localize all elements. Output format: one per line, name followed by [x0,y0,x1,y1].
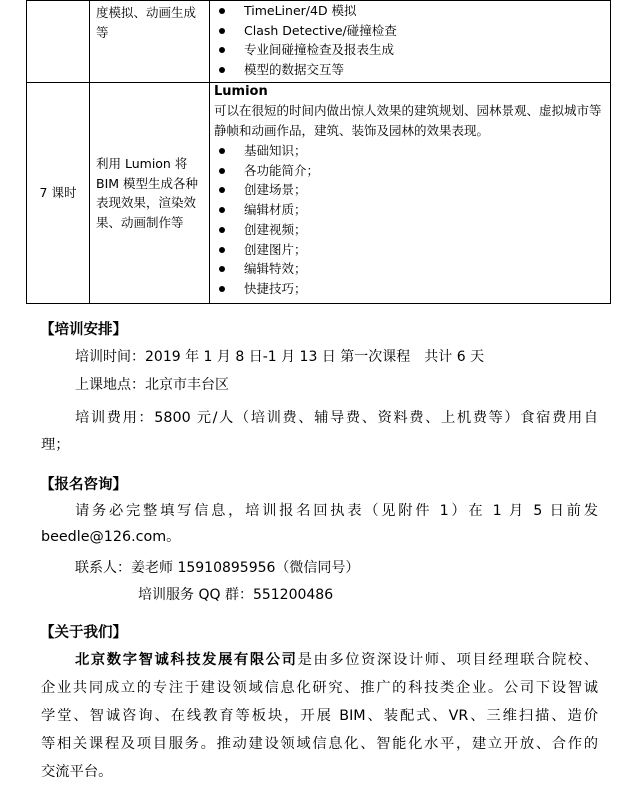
list-item: 编辑特效； [214,259,610,279]
hours-cell [27,1,90,83]
list-item: 创建视频； [214,220,610,240]
contact-person: 联系人：姜老师 15910895956（微信同号） [75,560,360,576]
list-item: 基础知识； [214,141,610,161]
bullet-list [214,1,610,80]
description-cell [90,83,210,304]
course-table [26,0,611,304]
consult-email: beedle@126.com。 [41,529,181,545]
list-item: TimeLiner/4D 模拟 [214,1,610,21]
hours-cell [27,83,90,304]
tool-name: Lumion [214,84,268,99]
list-item: 专业间碰撞检查及报表生成 [214,40,610,60]
list-item: 编辑材质； [214,200,610,220]
bullet-list [214,141,610,299]
list-item: 创建场景； [214,180,610,200]
about-line: 学堂、智诚咨询、在线教育等板块，开展 BIM、装配式、VR、三维扫描、造价 [41,708,598,724]
qq-group: 培训服务 QQ 群：551200486 [138,587,334,603]
description-text: 度模拟、动画生成等 [96,5,197,40]
description-cell [90,1,210,83]
training-fee-cont: 理； [41,437,70,453]
list-item: 快捷技巧； [214,279,610,299]
about-section-title: 【关于我们】 [40,625,127,641]
about-line: 交流平台。 [41,764,113,780]
table-row [27,83,611,304]
description-text: 利用 Lumion 将 BIM 模型生成各种表现效果，渲染效果、动画制作等 [96,156,199,230]
list-item: 创建图片； [214,240,610,260]
list-item: 各功能简介； [214,161,610,181]
training-section-title: 【培训安排】 [40,322,127,338]
table-row [27,1,611,83]
about-line: 等相关课程及项目服务。推动建设领域信息化、智能化水平，建立开放、合作的 [41,736,598,752]
tool-intro: 可以在很短的时间内做出惊人效果的建筑规划、园林景观、虚拟城市等静帧和动画作品，建筑、装饰及园林的效果表现。 [214,103,602,138]
content-cell [210,83,611,304]
training-fee: 培训费用：5800 元/人（培训费、辅导费、资料费、上机费等）食宿费用自 [75,410,598,426]
training-time: 培训时间：2019 年 1 月 8 日-1 月 13 日 第一次课程 共计 6 天 [75,349,485,365]
consult-section-title: 【报名咨询】 [40,477,127,493]
list-item: Clash Detective/碰撞检查 [214,21,610,41]
about-line: 企业共同成立的专注于建设领域信息化研究、推广的科技类企业。公司下设智诚 [41,680,598,696]
list-item: 模型的数据交互等 [214,60,610,80]
company-name: 北京数字智诚科技发展有限公司 [75,652,298,668]
hours-text: 7 课时 [39,185,77,201]
about-line [75,647,598,674]
training-location: 上课地点：北京市丰台区 [75,377,229,393]
about-line-rest: 是由多位资深设计师、项目经理联合院校、 [297,652,599,668]
content-cell [210,1,611,83]
consult-text: 请务必完整填写信息，培训报名回执表（见附件 1）在 1 月 5 日前发 [75,503,598,519]
